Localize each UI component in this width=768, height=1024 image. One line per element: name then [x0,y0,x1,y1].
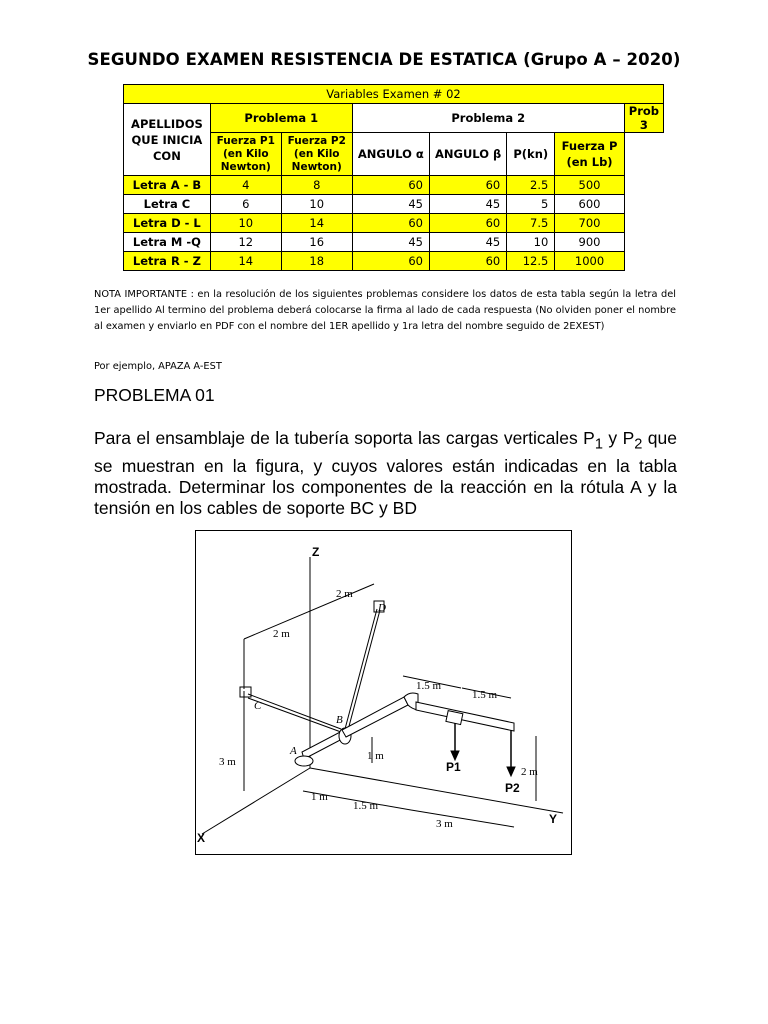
cell-p1: 14 [210,252,281,271]
cell-p1: 4 [210,176,281,195]
cell-beta: 60 [429,176,506,195]
header-apellidos: APELLIDOS QUE INICIA CON [124,104,211,176]
header-p-kn: P(kn) [507,133,555,176]
cell-letters: Letra C [124,195,211,214]
cell-p: 700 [555,214,624,233]
problem-subscript: 1 [594,436,603,453]
dim-15m-top-a: 1.5 m [416,680,442,692]
cell-alpha: 45 [352,195,429,214]
cell-pkn: 7.5 [507,214,555,233]
header-prob-3: Prob 3 [624,104,663,133]
cell-beta: 45 [429,233,506,252]
cell-p: 1000 [555,252,624,271]
cable-bc-shade [248,698,341,732]
variables-table [123,84,664,271]
cell-alpha: 60 [352,176,429,195]
exam-title: SEGUNDO EXAMEN RESISTENCIA DE ESTATICA (Grupo A – 2020) [87,50,681,69]
cell-p2: 8 [281,176,352,195]
x-axis-line [202,768,310,834]
dim-15m-base: 1.5 m [353,800,379,812]
problem-statement [94,428,677,519]
cell-alpha: 60 [352,252,429,271]
cell-beta: 45 [429,195,506,214]
table-row [124,176,664,195]
cell-p: 900 [555,233,624,252]
table-row [124,195,664,214]
dim-2m-top: 2 m [336,588,353,600]
cell-p2: 10 [281,195,352,214]
cell-letters: Letra D - L [124,214,211,233]
problem-text-part: Para el ensamblaje de la tubería soporta las cargas verticales P [94,428,595,448]
cell-alpha: 45 [352,233,429,252]
cell-p: 500 [555,176,624,195]
problem-text-part: y P [602,428,635,448]
header-fuerza-p: Fuerza P (en Lb) [555,133,624,176]
cell-pkn: 10 [507,233,555,252]
cell-p2: 18 [281,252,352,271]
pipe-segment-right [416,702,514,731]
cell-letters: Letra R - Z [124,252,211,271]
cell-letters: Letra M -Q [124,233,211,252]
dim-3m-base: 3 m [436,818,453,830]
load-p1-label: P1 [446,760,461,774]
header-fuerza-p2: Fuerza P2 (en Kilo Newton) [281,133,352,176]
dim-1m-vertical: 1 m [367,750,384,762]
dim-line-2m-top [244,584,374,639]
problem-subscript: 2 [634,436,643,453]
cable-bd [345,609,377,729]
point-d-label: D [378,602,386,614]
header-problema-2: Problema 2 [352,104,624,133]
header-angulo-beta: ANGULO β [429,133,506,176]
cable-bc [248,694,341,729]
load-p1-arrowhead [451,751,459,760]
point-b-label: B [336,714,343,726]
load-p2-label: P2 [505,781,520,795]
table-group-row [124,104,664,133]
figure-drawing [196,531,570,853]
dim-2m-right: 2 m [521,766,538,778]
ball-joint-a [295,756,313,766]
cell-beta: 60 [429,252,506,271]
axis-z-label: Z [312,545,320,559]
cell-p1: 10 [210,214,281,233]
load-p2-arrowhead [507,767,515,776]
dim-2m-left: 2 m [273,628,290,640]
axis-x-label: X [197,831,206,845]
table-row [124,252,664,271]
problem-text-part: que se muestran en la figura, y cuyos valores están indicadas en la tabla mostrada. Determinar los componentes de la reacción en la rótula A y la tensión en los cables de soporte BC y BD [94,428,677,518]
cell-p: 600 [555,195,624,214]
cell-pkn: 5 [507,195,555,214]
important-note: NOTA IMPORTANTE : en la resolución de los siguientes problemas considere los datos de esta tabla según la letra del 1er apellido Al termino del problema deberá colocarse la firma al lado de cada respuesta (No olviden poner el nombre al examen y enviarlo en PDF con el nombre del 1ER apellido y 1ra letra del nombre seguido de 2EXEST) [94,289,676,332]
cell-p2: 16 [281,233,352,252]
dim-1m-base: 1 m [311,791,328,803]
table-caption-row [124,85,664,104]
point-a-label: A [290,745,297,757]
dim-line-3m-base [411,810,514,827]
header-fuerza-p1: Fuerza P1 (en Kilo Newton) [210,133,281,176]
dim-15m-top-b: 1.5 m [472,689,498,701]
cell-p2: 14 [281,214,352,233]
table-row [124,214,664,233]
header-problema-1: Problema 1 [210,104,352,133]
dim-3m-left: 3 m [219,756,236,768]
pipe-coupling-right [446,711,463,725]
cell-beta: 60 [429,214,506,233]
header-angulo-alpha: ANGULO α [352,133,429,176]
cell-p1: 6 [210,195,281,214]
example-text: Por ejemplo, APAZA A-EST [94,361,222,372]
pipe-assembly-figure [195,530,572,855]
support-c [240,687,251,697]
problem-heading: PROBLEMA 01 [94,385,215,405]
cell-p1: 12 [210,233,281,252]
cell-pkn: 2.5 [507,176,555,195]
axis-y-label: Y [549,812,558,826]
table-row [124,233,664,252]
cell-pkn: 12.5 [507,252,555,271]
cell-alpha: 60 [352,214,429,233]
point-c-label: C [254,700,262,712]
table-caption: Variables Examen # 02 [124,85,664,104]
cell-letters: Letra A - B [124,176,211,195]
